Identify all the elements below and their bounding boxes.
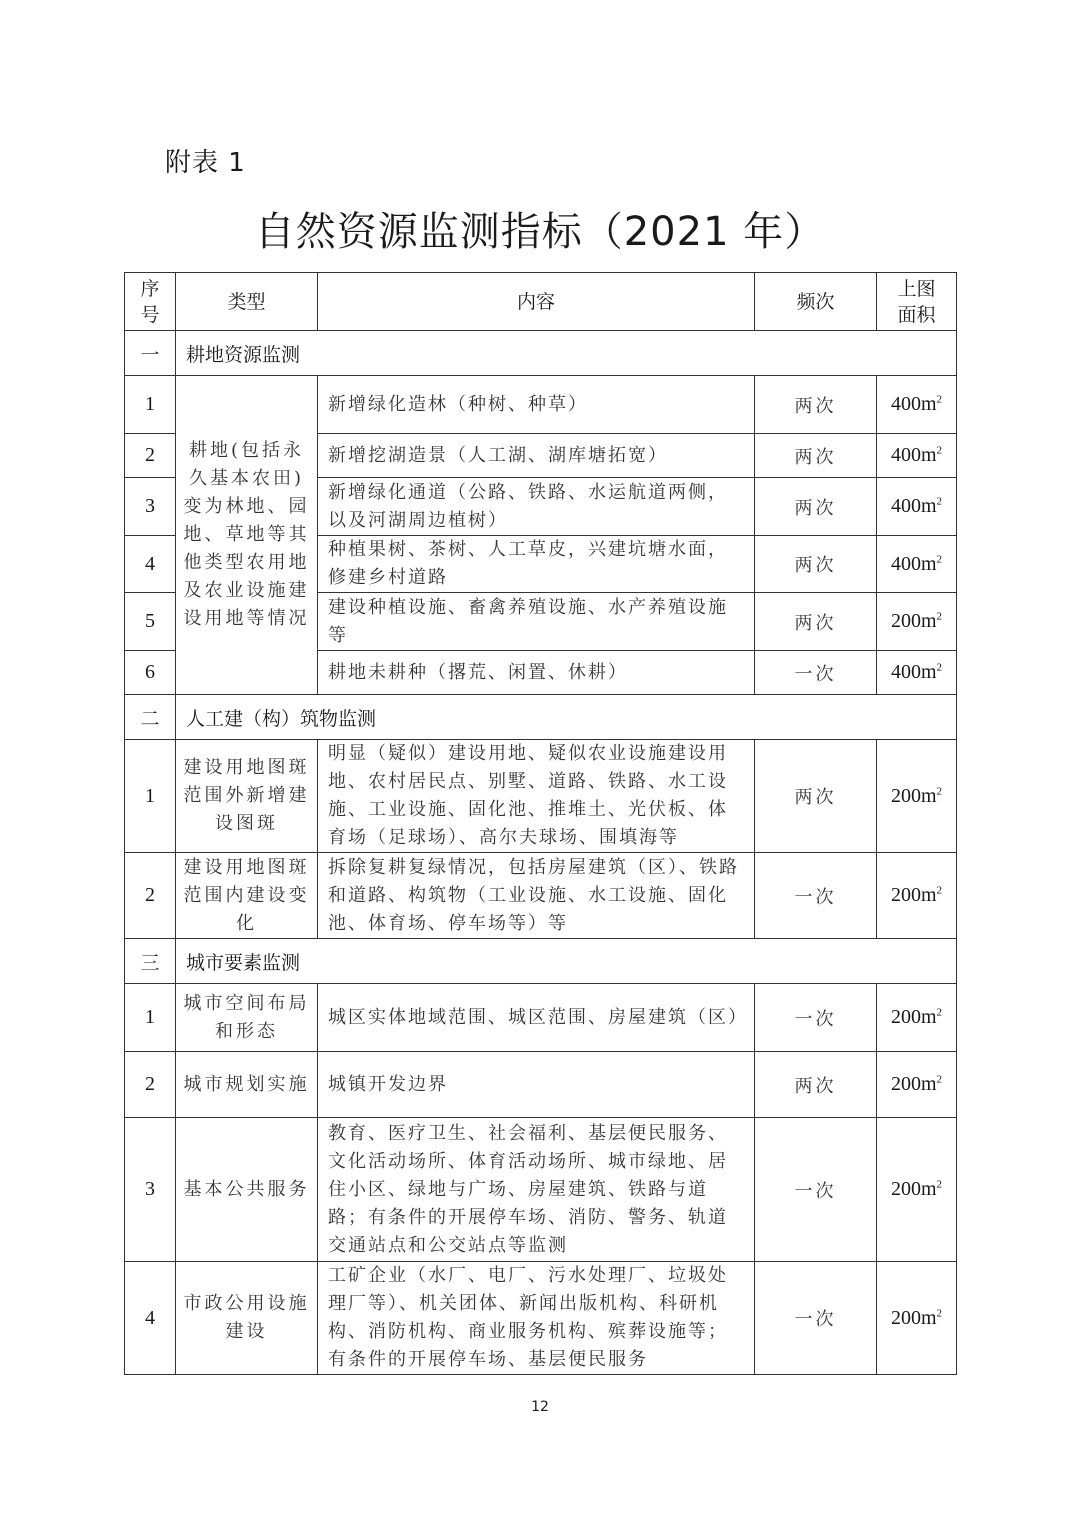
table-row — [125, 984, 957, 1052]
header-content: 内容 — [318, 273, 755, 331]
row-type: 基本公共服务 — [176, 1118, 318, 1262]
section-number: 三 — [125, 939, 176, 984]
row-type: 建设用地图斑范围内建设变化 — [176, 853, 318, 939]
section-label: 人工建（构）筑物监测 — [176, 695, 957, 740]
row-frequency: 两次 — [755, 1052, 877, 1118]
row-content: 新增绿化通道（公路、铁路、水运航道两侧，以及河湖周边植树） — [318, 478, 755, 536]
row-content: 城镇开发边界 — [318, 1052, 755, 1118]
row-frequency: 两次 — [755, 376, 877, 434]
page-number: 12 — [531, 1399, 549, 1415]
section-row-urban — [125, 939, 957, 984]
appendix-label: 附表 1 — [165, 148, 246, 178]
row-index: 5 — [125, 593, 176, 651]
row-index: 2 — [125, 1052, 176, 1118]
row-type-merged: 耕地(包括永久基本农田)变为林地、园地、草地等其他类型农用地及农业设施建设用地等情况 — [176, 376, 318, 695]
row-frequency: 一次 — [755, 1262, 877, 1375]
row-frequency: 一次 — [755, 1118, 877, 1262]
row-index: 1 — [125, 740, 176, 853]
row-content: 明显（疑似）建设用地、疑似农业设施建设用地、农村居民点、别墅、道路、铁路、水工设施、工业设施、固化池、推堆土、光伏板、体育场（足球场）、高尔夫球场、围填海等 — [318, 740, 755, 853]
row-content: 城区实体地域范围、城区范围、房屋建筑（区） — [318, 984, 755, 1052]
section-number: 二 — [125, 695, 176, 740]
row-index: 4 — [125, 1262, 176, 1375]
row-type: 城市空间布局和形态 — [176, 984, 318, 1052]
table-row — [125, 1052, 957, 1118]
row-content: 新增绿化造林（种树、种草） — [318, 376, 755, 434]
header-frequency: 频次 — [755, 273, 877, 331]
row-frequency: 两次 — [755, 740, 877, 853]
row-type: 建设用地图斑范围外新增建设图斑 — [176, 740, 318, 853]
row-frequency: 一次 — [755, 651, 877, 695]
row-area: $400m^2$ — [877, 478, 957, 536]
row-area: $200m^2$ — [877, 984, 957, 1052]
section-row-buildings — [125, 695, 957, 740]
row-frequency: 两次 — [755, 434, 877, 478]
row-frequency: 两次 — [755, 536, 877, 593]
row-index: 3 — [125, 1118, 176, 1262]
row-content: 新增挖湖造景（人工湖、湖库塘拓宽） — [318, 434, 755, 478]
row-content: 耕地未耕种（撂荒、闲置、休耕） — [318, 651, 755, 695]
row-area: $400m^2$ — [877, 536, 957, 593]
section-label: 城市要素监测 — [176, 939, 957, 984]
row-index: 3 — [125, 478, 176, 536]
document-title: 自然资源监测指标（2021 年） — [254, 209, 826, 255]
row-area: $200m^2$ — [877, 853, 957, 939]
table-row — [125, 853, 957, 939]
section-row-farmland — [125, 331, 957, 376]
row-type: 市政公用设施建设 — [176, 1262, 318, 1375]
row-index: 4 — [125, 536, 176, 593]
row-frequency: 两次 — [755, 478, 877, 536]
row-index: 1 — [125, 984, 176, 1052]
row-frequency: 一次 — [755, 984, 877, 1052]
table-row — [125, 740, 957, 853]
header-area: 上图面积 — [877, 273, 957, 331]
row-frequency: 一次 — [755, 853, 877, 939]
table-row — [125, 1118, 957, 1262]
row-area: $400m^2$ — [877, 376, 957, 434]
row-content: 种植果树、茶树、人工草皮，兴建坑塘水面，修建乡村道路 — [318, 536, 755, 593]
header-type: 类型 — [176, 273, 318, 331]
header-index: 序号 — [125, 273, 176, 331]
section-label: 耕地资源监测 — [176, 331, 957, 376]
row-area: $400m^2$ — [877, 651, 957, 695]
row-content: 拆除复耕复绿情况，包括房屋建筑（区）、铁路和道路、构筑物（工业设施、水工设施、固化池、体育场、停车场等）等 — [318, 853, 755, 939]
row-index: 2 — [125, 434, 176, 478]
row-area: $200m^2$ — [877, 593, 957, 651]
table-header-row — [125, 273, 957, 331]
row-area: $200m^2$ — [877, 1118, 957, 1262]
table-row — [125, 376, 957, 434]
row-area: $200m^2$ — [877, 1052, 957, 1118]
row-content: 工矿企业（水厂、电厂、污水处理厂、垃圾处理厂等）、机关团体、新闻出版机构、科研机构、消防机构、商业服务机构、殡葬设施等；有条件的开展停车场、基层便民服务 — [318, 1262, 755, 1375]
row-content: 教育、医疗卫生、社会福利、基层便民服务、文化活动场所、体育活动场所、城市绿地、居住小区、绿地与广场、房屋建筑、铁路与道路；有条件的开展停车场、消防、警务、轨道交通站点和公交站点等监测 — [318, 1118, 755, 1262]
row-index: 2 — [125, 853, 176, 939]
row-area: $200m^2$ — [877, 740, 957, 853]
row-content: 建设种植设施、畜禽养殖设施、水产养殖设施等 — [318, 593, 755, 651]
row-frequency: 两次 — [755, 593, 877, 651]
table-row — [125, 1262, 957, 1375]
row-type: 城市规划实施 — [176, 1052, 318, 1118]
row-area: $400m^2$ — [877, 434, 957, 478]
section-number: 一 — [125, 331, 176, 376]
row-index: 1 — [125, 376, 176, 434]
row-area: $200m^2$ — [877, 1262, 957, 1375]
row-index: 6 — [125, 651, 176, 695]
monitoring-indicators-table — [124, 272, 957, 1375]
